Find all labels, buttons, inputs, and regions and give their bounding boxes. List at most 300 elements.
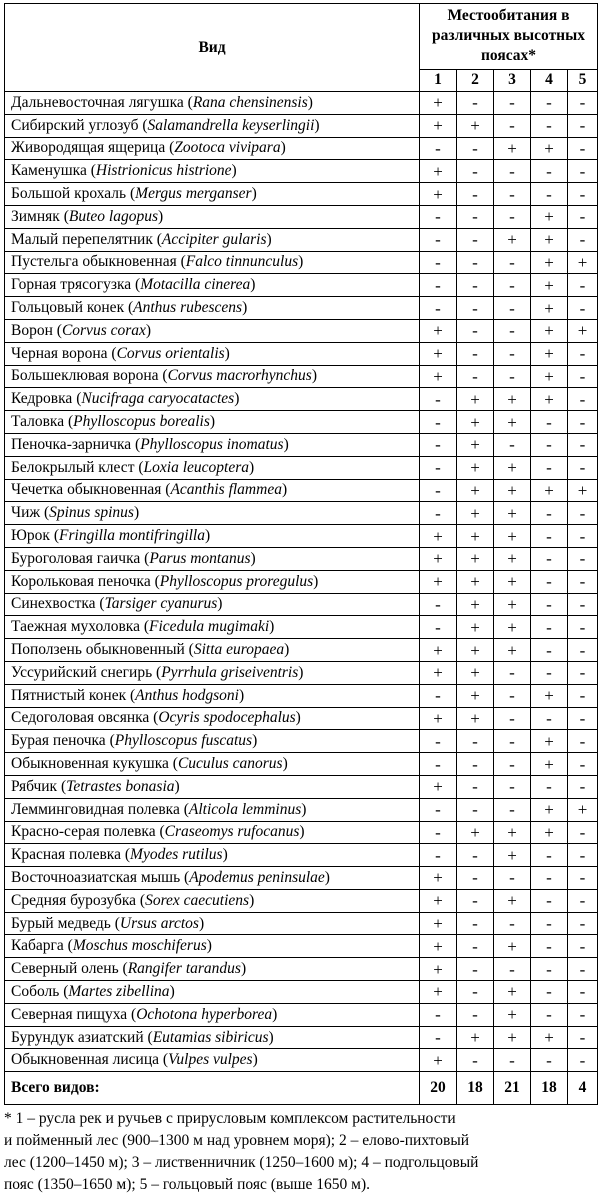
habitat-mark-cell: +: [457, 570, 494, 593]
table-row: [5, 183, 598, 206]
habitat-mark-cell: -: [531, 1049, 568, 1072]
habitat-mark-cell: -: [494, 114, 531, 137]
table-row: [5, 935, 598, 958]
species-common-name: Бурый медведь: [11, 914, 111, 932]
habitat-mark-cell: -: [494, 707, 531, 730]
species-common-name: Чечетка обыкновенная: [11, 481, 162, 499]
species-name-cell: Обыкновенная лисица (Vulpes vulpes): [5, 1049, 420, 1072]
habitat-mark-cell: -: [531, 183, 568, 206]
species-name-cell: Бурая пеночка (Phylloscopus fuscatus): [5, 730, 420, 753]
habitat-mark-cell: -: [457, 319, 494, 342]
table-row: [5, 525, 598, 548]
habitat-mark-cell: +: [420, 639, 457, 662]
habitat-mark-cell: -: [457, 183, 494, 206]
species-name-cell: Таежная мухоловка (Ficedula mugimaki): [5, 616, 420, 639]
habitat-mark-cell: -: [531, 92, 568, 115]
habitat-mark-cell: -: [568, 502, 598, 525]
species-name-cell: Гольцовый конек (Anthus rubescens): [5, 297, 420, 320]
footnote-line: лес (1200–1450 м); 3 – лиственничник (1250–1600 м); 4 – подгольцовый: [4, 1154, 479, 1171]
species-name-cell: Средняя бурозубка (Sorex caecutiens): [5, 889, 420, 912]
habitat-mark-cell: +: [457, 684, 494, 707]
habitat-mark-cell: +: [420, 912, 457, 935]
habitat-mark-cell: +: [494, 570, 531, 593]
habitat-mark-cell: -: [568, 889, 598, 912]
habitat-mark-cell: -: [494, 661, 531, 684]
habitat-mark-cell: +: [494, 411, 531, 434]
species-latin-name: Accipiter gularis: [161, 230, 267, 248]
habitat-mark-cell: +: [457, 114, 494, 137]
species-latin-name: Corvus corax: [61, 321, 146, 339]
species-name-cell: Белокрылый клест (Loxia leucoptera): [5, 456, 420, 479]
habitat-mark-cell: +: [420, 707, 457, 730]
species-common-name: Каменушка: [11, 162, 87, 180]
habitat-mark-cell: -: [457, 1049, 494, 1072]
habitat-mark-cell: +: [420, 935, 457, 958]
habitat-mark-cell: -: [457, 228, 494, 251]
habitat-mark-cell: -: [457, 365, 494, 388]
habitat-mark-cell: +: [420, 570, 457, 593]
habitat-mark-cell: -: [420, 844, 457, 867]
habitat-mark-cell: -: [457, 205, 494, 228]
table-row: [5, 456, 598, 479]
species-latin-name: Acanthis flammea: [170, 481, 282, 499]
species-common-name: Дальневосточная лягушка: [11, 93, 184, 111]
species-common-name: Восточноазиатская мышь: [11, 868, 181, 886]
habitat-mark-cell: -: [568, 1049, 598, 1072]
habitat-mark-cell: +: [457, 433, 494, 456]
species-common-name: Пеночка-зарничка: [11, 435, 132, 453]
species-latin-name: Tetrastes bonasia: [66, 777, 175, 795]
habitat-mark-cell: -: [420, 388, 457, 411]
habitat-mark-cell: -: [568, 228, 598, 251]
species-latin-name: Sitta europaea: [193, 641, 285, 659]
habitat-mark-cell: +: [457, 593, 494, 616]
habitat-mark-cell: -: [494, 433, 531, 456]
habitat-mark-cell: -: [531, 912, 568, 935]
table-row: [5, 707, 598, 730]
species-name-cell: Пустельга обыкновенная (Falco tinnunculus): [5, 251, 420, 274]
species-name-cell: Обыкновенная кукушка (Cuculus canorus): [5, 753, 420, 776]
habitat-mark-cell: -: [420, 1003, 457, 1026]
habitat-mark-cell: -: [568, 684, 598, 707]
habitat-mark-cell: -: [420, 297, 457, 320]
species-latin-name: Phylloscopus proregulus: [159, 572, 314, 590]
habitat-mark-cell: -: [457, 342, 494, 365]
habitat-mark-cell: +: [494, 502, 531, 525]
habitat-mark-cell: +: [531, 228, 568, 251]
species-latin-name: Alticola lemminus: [188, 800, 302, 818]
habitat-mark-cell: -: [457, 912, 494, 935]
species-name-cell: Северный олень (Rangifer tarandus): [5, 958, 420, 981]
species-name-cell: Синехвостка (Tarsiger cyanurus): [5, 593, 420, 616]
habitat-mark-cell: +: [568, 251, 598, 274]
habitat-mark-cell: -: [457, 981, 494, 1004]
species-name-cell: Пеночка-зарничка (Phylloscopus inomatus): [5, 433, 420, 456]
species-common-name: Кедровка: [11, 390, 73, 408]
habitat-mark-cell: -: [494, 160, 531, 183]
species-name-cell: Зимняк (Buteo lagopus): [5, 205, 420, 228]
species-latin-name: Falco tinnunculus: [185, 253, 299, 271]
species-latin-name: Histrionicus histrione: [95, 162, 232, 180]
habitat-mark-cell: -: [568, 730, 598, 753]
habitat-mark-cell: +: [420, 958, 457, 981]
habitat-mark-cell: -: [568, 753, 598, 776]
table-row: [5, 616, 598, 639]
habitat-mark-cell: +: [420, 183, 457, 206]
species-common-name: Соболь: [11, 982, 60, 1000]
species-name-cell: Седоголовая овсянка (Ocyris spodocephalus): [5, 707, 420, 730]
species-name-cell: Рябчик (Tetrastes bonasia): [5, 775, 420, 798]
species-name-cell: Бурундук азиатский (Eutamias sibiricus): [5, 1026, 420, 1049]
table-row: [5, 547, 598, 570]
habitat-mark-cell: +: [531, 137, 568, 160]
habitat-mark-cell: -: [457, 867, 494, 890]
habitat-mark-cell: +: [494, 935, 531, 958]
species-common-name: Ворон: [11, 321, 53, 339]
table-row: [5, 981, 598, 1004]
species-name-cell: Юрок (Fringilla montifringilla): [5, 525, 420, 548]
table-row: [5, 798, 598, 821]
table-row: [5, 570, 598, 593]
table-row: [5, 319, 598, 342]
species-latin-name: Corvus macrorhynchus: [167, 367, 312, 385]
habitat-mark-cell: -: [457, 160, 494, 183]
table-body: [5, 92, 598, 1072]
habitat-mark-cell: -: [494, 958, 531, 981]
habitat-mark-cell: +: [457, 616, 494, 639]
table-row: [5, 1026, 598, 1049]
species-name-cell: Черная ворона (Corvus orientalis): [5, 342, 420, 365]
habitat-mark-cell: -: [568, 661, 598, 684]
table-row: [5, 342, 598, 365]
table-row: [5, 137, 598, 160]
species-latin-name: Phylloscopus borealis: [73, 413, 210, 431]
habitat-mark-cell: -: [568, 547, 598, 570]
habitat-mark-cell: -: [568, 935, 598, 958]
table-row: [5, 479, 598, 502]
habitat-mark-cell: -: [568, 639, 598, 662]
habitat-mark-cell: -: [420, 753, 457, 776]
habitat-mark-cell: -: [568, 1026, 598, 1049]
table-row: [5, 1049, 598, 1072]
habitat-mark-cell: -: [420, 228, 457, 251]
habitat-mark-cell: -: [457, 297, 494, 320]
habitat-mark-cell: +: [568, 319, 598, 342]
habitat-mark-cell: -: [568, 570, 598, 593]
habitat-mark-cell: -: [568, 297, 598, 320]
habitat-mark-cell: -: [531, 570, 568, 593]
total-label: Всего видов:: [5, 1072, 420, 1105]
species-latin-name: Pyrrhula griseiventris: [161, 663, 299, 681]
habitat-mark-cell: +: [494, 1003, 531, 1026]
species-common-name: Лемминговидная полевка: [11, 800, 180, 818]
species-name-cell: Кабарга (Moschus moschiferus): [5, 935, 420, 958]
species-latin-name: Salamandrella keyserlingii: [147, 116, 315, 134]
species-name-cell: Красная полевка (Myodes rutilus): [5, 844, 420, 867]
species-latin-name: Cuculus canorus: [177, 755, 283, 772]
habitat-mark-cell: +: [457, 1026, 494, 1049]
species-name-cell: Малый перепелятник (Accipiter gularis): [5, 228, 420, 251]
habitat-mark-cell: +: [531, 1026, 568, 1049]
species-latin-name: Ficedula mugimaki: [149, 618, 270, 636]
total-value: 4: [568, 1072, 598, 1105]
habitat-mark-cell: +: [457, 639, 494, 662]
habitat-mark-cell: +: [494, 1026, 531, 1049]
species-latin-name: Buteo lagopus: [68, 207, 158, 225]
habitat-mark-cell: -: [568, 92, 598, 115]
habitat-mark-cell: -: [531, 775, 568, 798]
species-common-name: Большой крохаль: [11, 185, 127, 203]
habitat-mark-cell: -: [568, 593, 598, 616]
total-value: 18: [531, 1072, 568, 1105]
habitat-mark-cell: -: [494, 867, 531, 890]
species-common-name: Малый перепелятник: [11, 230, 153, 248]
table-row: [5, 821, 598, 844]
habitat-mark-cell: +: [531, 342, 568, 365]
species-name-cell: Живородящая ящерица (Zootoca vivipara): [5, 137, 420, 160]
habitat-mark-cell: -: [457, 730, 494, 753]
species-latin-name: Rangifer tarandus: [127, 960, 241, 978]
habitat-mark-cell: +: [457, 547, 494, 570]
habitat-mark-cell: -: [420, 821, 457, 844]
species-latin-name: Vulpes vulpes: [168, 1051, 253, 1069]
species-name-cell: Чечетка обыкновенная (Acanthis flammea): [5, 479, 420, 502]
habitat-mark-cell: -: [531, 981, 568, 1004]
species-name-cell: Корольковая пеночка (Phylloscopus proregulus): [5, 570, 420, 593]
habitat-mark-cell: +: [457, 661, 494, 684]
table-row: [5, 433, 598, 456]
habitat-mark-cell: -: [568, 707, 598, 730]
species-latin-name: Ocyris spodocephalus: [158, 709, 296, 727]
habitat-mark-cell: +: [531, 319, 568, 342]
habitat-mark-cell: -: [457, 251, 494, 274]
habitat-mark-cell: +: [457, 525, 494, 548]
species-common-name: Буроголовая гаичка: [11, 549, 141, 567]
species-latin-name: Ochotona hyperborea: [136, 1005, 273, 1023]
habitat-mark-cell: +: [420, 661, 457, 684]
habitat-mark-cell: -: [420, 593, 457, 616]
habitat-mark-cell: -: [568, 912, 598, 935]
habitat-mark-cell: -: [531, 707, 568, 730]
species-name-cell: Соболь (Martes zibellina): [5, 981, 420, 1004]
habitat-mark-cell: -: [568, 183, 598, 206]
habitat-mark-cell: -: [420, 502, 457, 525]
habitat-mark-cell: +: [531, 798, 568, 821]
habitat-mark-cell: +: [494, 821, 531, 844]
habitat-mark-cell: -: [568, 411, 598, 434]
habitat-mark-cell: -: [457, 137, 494, 160]
habitat-mark-cell: +: [420, 114, 457, 137]
table-row: [5, 502, 598, 525]
habitat-mark-cell: +: [531, 684, 568, 707]
species-common-name: Седоголовая овсянка: [11, 709, 150, 727]
habitat-mark-cell: -: [531, 411, 568, 434]
table-row: [5, 912, 598, 935]
species-latin-name: Zootoca vivipara: [174, 139, 281, 157]
table-row: [5, 297, 598, 320]
species-common-name: Таловка: [11, 413, 65, 431]
habitat-mark-cell: -: [568, 388, 598, 411]
habitat-mark-cell: +: [494, 981, 531, 1004]
species-latin-name: Myodes rutilus: [130, 846, 223, 864]
species-name-cell: Горная трясогузка (Motacilla cinerea): [5, 274, 420, 297]
species-name-cell: Ворон (Corvus corax): [5, 319, 420, 342]
species-name-cell: Сибирский углозуб (Salamandrella keyserlingii): [5, 114, 420, 137]
species-latin-name: Mergus merganser: [135, 185, 252, 203]
species-latin-name: Rana chensinensis: [192, 93, 308, 111]
habitat-mark-cell: +: [531, 274, 568, 297]
table-row: [5, 889, 598, 912]
habitat-mark-cell: +: [420, 319, 457, 342]
species-habitat-table: [4, 3, 598, 1105]
habitat-mark-cell: -: [420, 684, 457, 707]
habitat-mark-cell: +: [420, 775, 457, 798]
habitat-mark-cell: -: [494, 798, 531, 821]
habitat-mark-cell: +: [494, 639, 531, 662]
species-name-cell: Каменушка (Histrionicus histrione): [5, 160, 420, 183]
species-name-cell: Кедровка (Nucifraga caryocatactes): [5, 388, 420, 411]
habitat-mark-cell: -: [494, 319, 531, 342]
species-latin-name: Nucifraga caryocatactes: [81, 390, 235, 408]
habitat-mark-cell: -: [568, 1003, 598, 1026]
habitat-mark-cell: -: [420, 137, 457, 160]
habitat-mark-cell: +: [420, 160, 457, 183]
habitat-mark-cell: -: [494, 342, 531, 365]
habitat-mark-cell: -: [494, 365, 531, 388]
habitat-mark-cell: -: [568, 160, 598, 183]
table-row: [5, 661, 598, 684]
habitat-mark-cell: +: [457, 411, 494, 434]
habitat-mark-cell: -: [568, 616, 598, 639]
habitat-mark-cell: -: [568, 958, 598, 981]
habitat-mark-cell: +: [494, 228, 531, 251]
species-latin-name: Tarsiger cyanurus: [104, 595, 218, 613]
habitat-mark-cell: -: [494, 251, 531, 274]
species-name-cell: Большеклювая ворона (Corvus macrorhynchus): [5, 365, 420, 388]
habitat-mark-cell: +: [531, 365, 568, 388]
table-row: [5, 251, 598, 274]
species-common-name: Обыкновенная кукушка: [11, 755, 169, 772]
species-common-name: Белокрылый клест: [11, 458, 135, 476]
habitat-mark-cell: -: [568, 821, 598, 844]
footnote-line: и пойменный лес (900–1300 м над уровнем моря); 2 – елово-пихтовый: [4, 1132, 470, 1149]
total-value: 18: [457, 1072, 494, 1105]
habitat-mark-cell: -: [494, 297, 531, 320]
table-row: [5, 1003, 598, 1026]
species-latin-name: Ursus arctos: [119, 914, 199, 932]
habitat-mark-cell: +: [420, 981, 457, 1004]
habitat-mark-cell: +: [420, 365, 457, 388]
species-name-cell: Красно-серая полевка (Craseomys rufocanus): [5, 821, 420, 844]
table-row: [5, 844, 598, 867]
habitat-mark-cell: +: [420, 867, 457, 890]
footnote-line: * 1 – русла рек и ручьев с прирусловым комплексом растительности: [4, 1110, 456, 1127]
species-common-name: Северный олень: [11, 960, 119, 978]
habitat-mark-cell: +: [531, 821, 568, 844]
habitat-mark-cell: +: [420, 342, 457, 365]
total-row: [5, 1072, 598, 1105]
table-row: [5, 867, 598, 890]
habitat-mark-cell: -: [568, 456, 598, 479]
habitat-mark-cell: -: [494, 912, 531, 935]
habitat-mark-cell: -: [457, 958, 494, 981]
species-common-name: Уссурийский снегирь: [11, 663, 153, 681]
habitat-mark-cell: -: [568, 114, 598, 137]
habitat-column-header: Местообитания в различных высотных поясах*: [420, 4, 598, 70]
habitat-mark-cell: -: [420, 1026, 457, 1049]
species-common-name: Гольцовый конек: [11, 299, 125, 317]
habitat-mark-cell: -: [420, 456, 457, 479]
table-row: [5, 228, 598, 251]
species-common-name: Горная трясогузка: [11, 276, 132, 294]
habitat-mark-cell: -: [531, 1003, 568, 1026]
habitat-mark-cell: -: [494, 274, 531, 297]
habitat-mark-cell: -: [568, 205, 598, 228]
species-column-header: Вид: [5, 4, 420, 92]
species-common-name: Зимняк: [11, 207, 60, 225]
species-latin-name: Spinus spinus: [49, 504, 134, 522]
habitat-mark-cell: -: [568, 867, 598, 890]
total-value: 20: [420, 1072, 457, 1105]
habitat-mark-cell: -: [457, 889, 494, 912]
habitat-mark-cell: -: [531, 525, 568, 548]
habitat-mark-cell: +: [494, 593, 531, 616]
habitat-mark-cell: -: [531, 867, 568, 890]
table-row: [5, 388, 598, 411]
species-latin-name: Sorex caecutiens: [145, 891, 250, 909]
zone-number-header: 4: [531, 69, 568, 91]
total-value: 21: [494, 1072, 531, 1105]
habitat-mark-cell: -: [531, 160, 568, 183]
habitat-mark-cell: -: [420, 479, 457, 502]
species-name-cell: Чиж (Spinus spinus): [5, 502, 420, 525]
table-row: [5, 730, 598, 753]
zone-number-header: 5: [568, 69, 598, 91]
zone-number-header: 3: [494, 69, 531, 91]
habitat-mark-cell: +: [420, 547, 457, 570]
habitat-mark-cell: -: [568, 274, 598, 297]
species-common-name: Синехвостка: [11, 595, 96, 613]
footnote: [4, 1108, 600, 1196]
habitat-mark-cell: -: [531, 889, 568, 912]
species-latin-name: Anthus hodgsoni: [135, 686, 239, 704]
habitat-mark-cell: +: [420, 92, 457, 115]
table-row: [5, 753, 598, 776]
habitat-mark-cell: -: [420, 411, 457, 434]
species-common-name: Большеклювая ворона: [11, 367, 159, 385]
habitat-mark-cell: +: [420, 889, 457, 912]
species-latin-name: Martes zibellina: [68, 982, 170, 1000]
species-common-name: Черная ворона: [11, 344, 108, 362]
species-common-name: Северная пищуха: [11, 1005, 128, 1023]
habitat-mark-cell: -: [420, 251, 457, 274]
habitat-mark-cell: -: [568, 365, 598, 388]
species-latin-name: Parus montanus: [149, 549, 251, 567]
table-row: [5, 958, 598, 981]
habitat-mark-cell: +: [531, 753, 568, 776]
zone-number-header: 1: [420, 69, 457, 91]
species-latin-name: Phylloscopus inomatus: [140, 435, 284, 453]
habitat-mark-cell: -: [494, 205, 531, 228]
habitat-mark-cell: +: [494, 137, 531, 160]
table-row: [5, 274, 598, 297]
habitat-mark-cell: -: [420, 730, 457, 753]
species-common-name: Живородящая ящерица: [11, 139, 166, 157]
table-row: [5, 684, 598, 707]
habitat-mark-cell: -: [494, 730, 531, 753]
habitat-mark-cell: +: [494, 388, 531, 411]
habitat-mark-cell: +: [420, 525, 457, 548]
